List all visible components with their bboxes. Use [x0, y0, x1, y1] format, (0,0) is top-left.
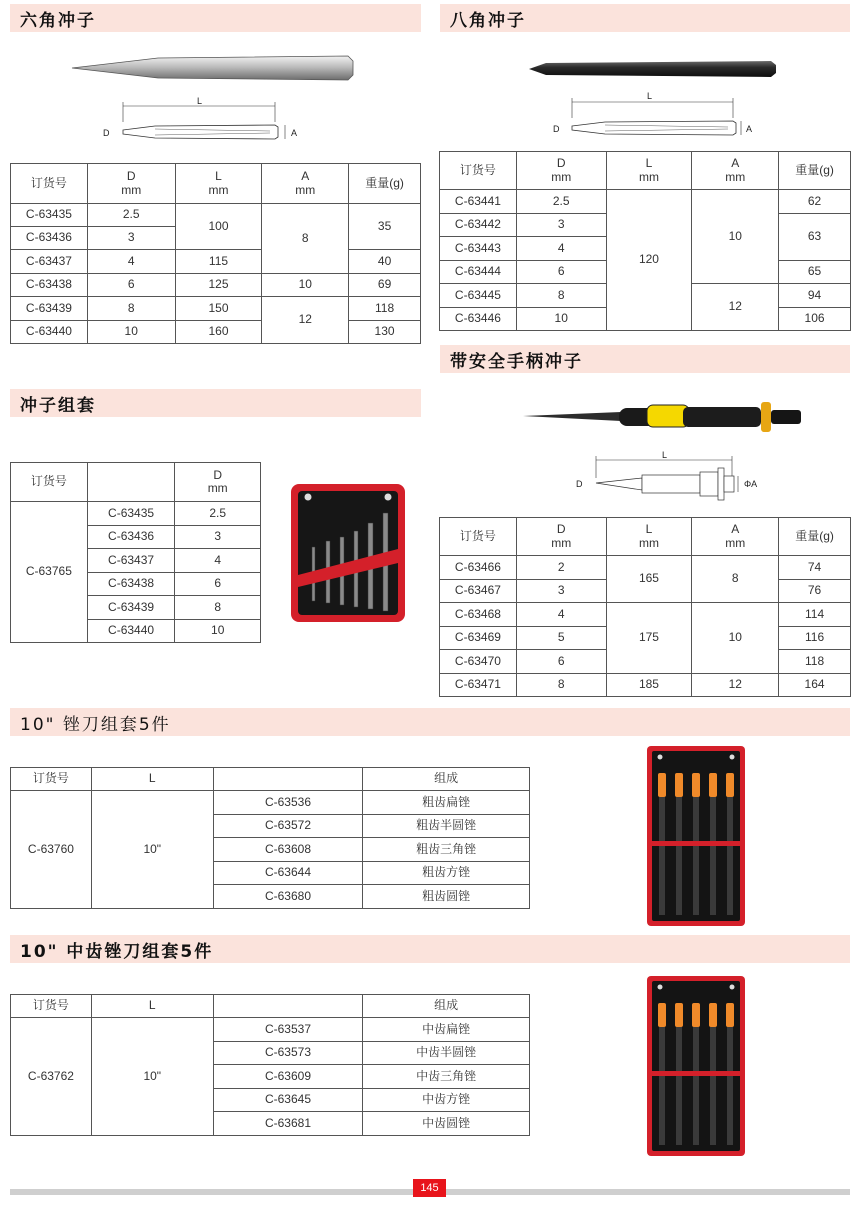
table-row: C-63437 4 115 40 — [11, 250, 421, 274]
punch-set-table — [10, 462, 261, 643]
col-order-no: 订货号 — [11, 768, 92, 791]
col-order-no: 订货号 — [11, 164, 88, 204]
table-row: C-63446 10 106 — [440, 308, 851, 331]
table-row: C-63439 8 — [11, 596, 261, 620]
col-A: A mm — [692, 518, 779, 556]
table-row: C-63680 粗齿圆锉 — [11, 885, 530, 909]
table-row: C-63436 3 — [11, 227, 421, 250]
col-D: D mm — [516, 152, 606, 190]
col-D: D mm — [516, 518, 606, 556]
table-row: C-63466 2 165 8 74 — [440, 556, 851, 580]
col-blank — [213, 768, 363, 791]
table-row: C-63442 3 63 — [440, 214, 851, 237]
table-row: C-63467 3 76 — [440, 580, 851, 603]
col-L: L mm — [175, 164, 262, 204]
section-title-file-set-medium: 10" 中齿锉刀组套5件 — [10, 935, 850, 963]
col-D: D mm — [87, 164, 175, 204]
table-row: C-63469 5 116 — [440, 627, 851, 650]
oct-dim-A: A — [746, 124, 753, 134]
table-row: C-63609 中齿三角锉 — [11, 1065, 530, 1089]
table-row: C-63440 10 160 130 — [11, 321, 421, 344]
table-row: C-63760 10" C-63536 粗齿扁锉 — [11, 791, 530, 815]
col-weight: 重量(g) — [779, 152, 851, 190]
safety-punch-diagram — [572, 450, 772, 505]
col-L: L mm — [606, 518, 692, 556]
table-row: C-63470 6 118 — [440, 650, 851, 674]
table-row: C-63440 10 — [11, 620, 261, 643]
col-L: L — [91, 768, 213, 791]
table-row: C-63444 6 65 — [440, 261, 851, 284]
oct-dim-L: L — [647, 91, 653, 101]
table-row: C-63468 4 175 10 114 — [440, 603, 851, 627]
page-number: 145 — [413, 1179, 446, 1197]
table-row: C-63437 4 — [11, 549, 261, 573]
file-set-coarse-pouch-photo — [646, 745, 746, 927]
section-title-oct-punch: 八角冲子 — [440, 4, 850, 32]
hex-dim-L: L — [197, 96, 203, 106]
oct-punch-table — [439, 151, 851, 331]
hex-punch-table — [10, 163, 421, 344]
col-order-no: 订货号 — [11, 995, 92, 1018]
col-order-no: 订货号 — [440, 518, 517, 556]
table-row: C-63441 2.5 120 10 62 — [440, 190, 851, 214]
table-row: C-63573 中齿半圆锉 — [11, 1042, 530, 1065]
file-set-coarse-table — [10, 767, 530, 909]
section-title-punch-set: 冲子组套 — [10, 389, 421, 417]
table-row: C-63435 2.5 100 8 35 — [11, 204, 421, 227]
col-blank — [87, 463, 175, 502]
safety-punch-photo — [521, 396, 803, 438]
col-D: D mm — [175, 463, 261, 502]
file-set-medium-table — [10, 994, 530, 1136]
table-row: C-63572 粗齿半圆锉 — [11, 815, 530, 838]
safety-dim-A: ΦA — [744, 479, 758, 489]
safety-dim-D: D — [576, 479, 583, 489]
col-weight: 重量(g) — [349, 164, 421, 204]
safety-punch-table — [439, 517, 851, 697]
col-composition: 组成 — [363, 768, 530, 791]
oct-punch-photo — [526, 57, 778, 81]
col-A: A mm — [692, 152, 779, 190]
oct-punch-diagram — [545, 88, 760, 143]
col-weight: 重量(g) — [779, 518, 851, 556]
section-title-file-set-coarse: 10" 锉刀组套5件 — [10, 708, 850, 736]
table-row: C-63608 粗齿三角锉 — [11, 838, 530, 862]
oct-dim-D: D — [553, 124, 560, 134]
hex-punch-photo — [68, 52, 358, 84]
hex-dim-D: D — [103, 128, 110, 138]
table-row: C-63644 粗齿方锉 — [11, 862, 530, 885]
table-row: C-63645 中齿方锉 — [11, 1089, 530, 1112]
file-set-medium-pouch-photo — [646, 975, 746, 1157]
table-row: C-63681 中齿圆锉 — [11, 1112, 530, 1136]
col-A: A mm — [262, 164, 349, 204]
table-row: C-63443 4 — [440, 237, 851, 261]
safety-dim-L: L — [662, 450, 668, 460]
hex-dim-A: A — [291, 128, 298, 138]
table-row: C-63445 8 12 94 — [440, 284, 851, 308]
punch-set-pouch-photo — [290, 483, 406, 623]
col-order-no: 订货号 — [440, 152, 517, 190]
col-blank — [213, 995, 363, 1018]
col-L: L mm — [606, 152, 692, 190]
hex-punch-diagram — [95, 92, 310, 152]
col-order-no: 订货号 — [11, 463, 88, 502]
table-row: C-63438 6 125 10 69 — [11, 274, 421, 297]
table-row: C-63471 8 185 12 164 — [440, 674, 851, 697]
table-row: C-63438 6 — [11, 573, 261, 596]
col-composition: 组成 — [363, 995, 530, 1018]
table-row: C-63765 C-63435 2.5 — [11, 502, 261, 526]
section-title-hex-punch: 六角冲子 — [10, 4, 421, 32]
col-L: L — [91, 995, 213, 1018]
table-row: C-63436 3 — [11, 526, 261, 549]
table-row: C-63762 10" C-63537 中齿扁锉 — [11, 1018, 530, 1042]
section-title-safety-punch: 带安全手柄冲子 — [440, 345, 850, 373]
table-row: C-63439 8 150 12 118 — [11, 297, 421, 321]
